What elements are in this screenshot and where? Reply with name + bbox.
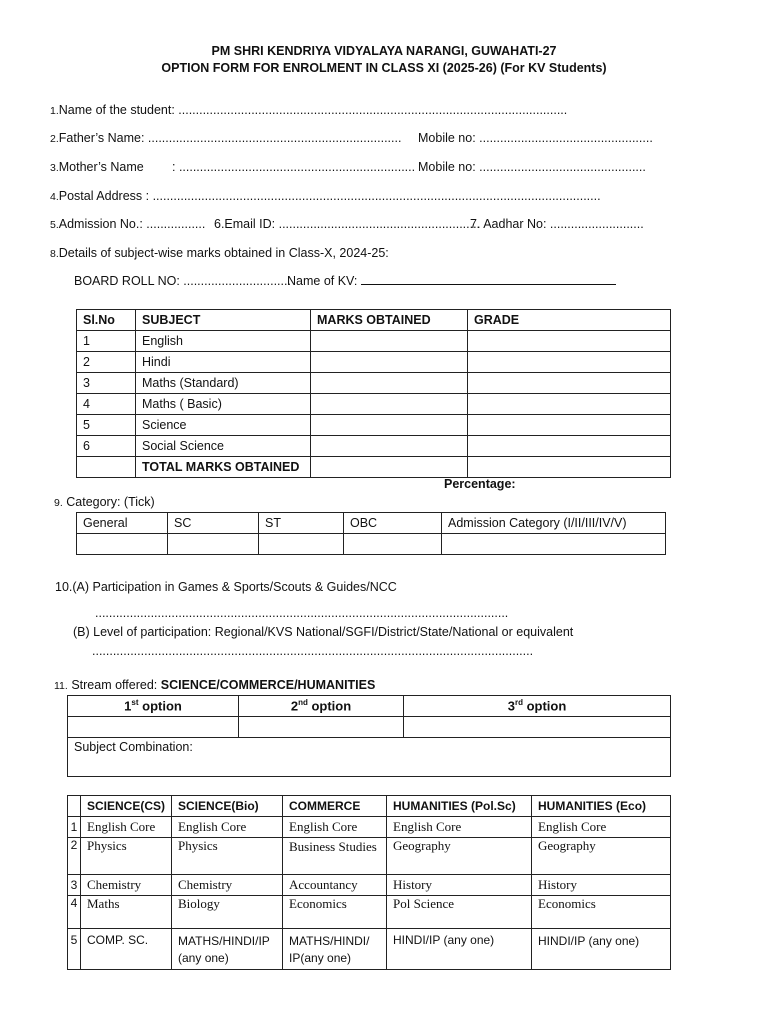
cell: Maths — [81, 896, 172, 929]
cell-subject: Science — [136, 415, 311, 436]
option-3-header — [404, 696, 671, 717]
cell: Biology — [172, 896, 283, 929]
cell: Accountancy — [283, 875, 387, 896]
option-suffix: rd — [514, 698, 523, 708]
cell-grade[interactable] — [468, 394, 671, 415]
cell: HINDI/IP (any one) — [532, 929, 671, 970]
category-heading — [54, 495, 155, 509]
cell: English Core — [532, 817, 671, 838]
field-admission-no[interactable] — [50, 217, 205, 231]
subject-combination-label: Subject Combination: — [74, 740, 193, 754]
field-label: Admission No.: ................. — [58, 217, 206, 231]
category-table — [76, 512, 666, 555]
table-row — [77, 352, 671, 373]
option-suffix: st — [131, 698, 139, 708]
percentage-label: Percentage: — [444, 477, 516, 491]
cell: Physics — [172, 838, 283, 875]
field-number: 8. — [50, 248, 59, 260]
stream-offered — [54, 678, 375, 692]
category-general: General — [77, 513, 168, 534]
cell: Physics — [81, 838, 172, 875]
form-title: OPTION FORM FOR ENROLMENT IN CLASS XI (2025-26) (For KV Students) — [161, 61, 607, 75]
option-1-header — [68, 696, 239, 717]
cell: HINDI/IP (any one) — [387, 929, 532, 970]
stream-values: SCIENCE/COMMERCE/HUMANITIES — [160, 678, 376, 692]
col-header: MARKS OBTAINED — [311, 310, 468, 331]
cell: Pol Science — [387, 896, 532, 929]
field-number: 11. — [54, 680, 68, 692]
field-aadhar[interactable]: 7. Aadhar No: ........................... — [470, 217, 644, 231]
cell-total-grade[interactable] — [468, 457, 671, 478]
tick-general[interactable] — [77, 534, 168, 555]
cell: COMP. SC. — [81, 929, 172, 970]
participation-level: (B) Level of participation: Regional/KVS National/SGFI/District/State/National or equivalent — [73, 625, 574, 639]
cell-subject: English — [136, 331, 311, 352]
table-row — [77, 415, 671, 436]
field-father-mobile[interactable]: Mobile no: .................................................. — [418, 131, 653, 145]
col-header-index — [68, 796, 81, 817]
table-row — [77, 373, 671, 394]
category-st: ST — [259, 513, 344, 534]
option-table — [67, 695, 671, 777]
option-number: 2 — [290, 698, 299, 714]
tick-sc[interactable] — [168, 534, 259, 555]
cell-grade[interactable] — [468, 331, 671, 352]
cell-grade[interactable] — [468, 352, 671, 373]
col-header: COMMERCE — [283, 796, 387, 817]
marks-table — [76, 309, 671, 478]
cell-sl: 1 — [77, 331, 136, 352]
cell-empty — [77, 457, 136, 478]
subject-combination[interactable] — [68, 738, 671, 777]
marks-details-heading — [50, 246, 389, 260]
option-word: option — [522, 698, 567, 714]
option-2-input[interactable] — [239, 717, 404, 738]
row-index: 4 — [68, 896, 81, 929]
category-admission: Admission Category (I/II/III/IV/V) — [442, 513, 666, 534]
col-header: SCIENCE(Bio) — [172, 796, 283, 817]
cell-total-marks[interactable] — [311, 457, 468, 478]
tick-obc[interactable] — [344, 534, 442, 555]
table-row — [77, 394, 671, 415]
cell-sl: 6 — [77, 436, 136, 457]
cell: English Core — [172, 817, 283, 838]
field-board-roll[interactable]: BOARD ROLL NO: ............................... — [74, 274, 291, 288]
streams-table — [67, 795, 671, 970]
underline — [361, 274, 616, 285]
field-mother-name-line[interactable]: : .................................................................... — [172, 160, 416, 174]
table-row — [77, 331, 671, 352]
cell: Chemistry — [172, 875, 283, 896]
sports-participation-line[interactable]: ....................................................................................................................... — [95, 606, 509, 620]
option-word: option — [138, 698, 182, 714]
tick-admission[interactable] — [442, 534, 666, 555]
cell-marks[interactable] — [311, 352, 468, 373]
table-row — [68, 817, 671, 838]
field-label: Name of the student: ................................................................................................................ — [58, 103, 568, 117]
field-number: 1. — [50, 105, 59, 117]
table-row-total — [77, 457, 671, 478]
option-3-input[interactable] — [404, 717, 671, 738]
cell: Geography — [387, 838, 532, 875]
participation-level-line[interactable]: ............................................................................................................................... — [92, 644, 534, 658]
cell: MATHS/HINDI/IP (any one) — [172, 929, 283, 970]
cell-grade[interactable] — [468, 436, 671, 457]
option-number: 3 — [507, 698, 515, 714]
cell-subject: Social Science — [136, 436, 311, 457]
field-label: Postal Address : ................................................................................................................................. — [58, 189, 601, 203]
col-header: HUMANITIES (Eco) — [532, 796, 671, 817]
cell-marks[interactable] — [311, 373, 468, 394]
cell-sl: 2 — [77, 352, 136, 373]
cell-sl: 5 — [77, 415, 136, 436]
row-index: 5 — [68, 929, 81, 970]
option-2-header — [239, 696, 404, 717]
field-label: Stream offered: — [71, 678, 158, 692]
field-number: 5. — [50, 219, 59, 231]
cell-sl: 4 — [77, 394, 136, 415]
field-kv-name[interactable] — [287, 274, 616, 288]
cell-grade[interactable] — [468, 373, 671, 394]
col-header: GRADE — [468, 310, 671, 331]
row-index: 3 — [68, 875, 81, 896]
option-suffix: nd — [298, 698, 308, 708]
field-number: 3. — [50, 162, 59, 174]
table-row — [68, 896, 671, 929]
tick-st[interactable] — [259, 534, 344, 555]
field-number: 9. — [54, 497, 63, 509]
cell: History — [532, 875, 671, 896]
cell-subject: Maths ( Basic) — [136, 394, 311, 415]
cell-marks[interactable] — [311, 436, 468, 457]
option-1-input[interactable] — [68, 717, 239, 738]
field-student-name[interactable] — [50, 103, 567, 117]
category-sc: SC — [168, 513, 259, 534]
cell: Economics — [532, 896, 671, 929]
school-name: PM SHRI KENDRIYA VIDYALAYA NARANGI, GUWAHATI-27 — [211, 44, 557, 58]
cell-grade[interactable] — [468, 415, 671, 436]
col-header: HUMANITIES (Pol.Sc) — [387, 796, 532, 817]
field-postal-address[interactable] — [50, 189, 601, 203]
field-email[interactable]: 6.Email ID: .......................................................... — [214, 217, 481, 231]
col-header: SCIENCE(CS) — [81, 796, 172, 817]
total-label: TOTAL MARKS OBTAINED — [136, 457, 311, 478]
field-number: 2. — [50, 133, 59, 145]
field-mother-mobile[interactable]: Mobile no: ................................................ — [418, 160, 646, 174]
cell: Chemistry — [81, 875, 172, 896]
table-row — [77, 436, 671, 457]
cell: English Core — [283, 817, 387, 838]
cell: History — [387, 875, 532, 896]
cell-marks[interactable] — [311, 415, 468, 436]
cell: English Core — [387, 817, 532, 838]
field-father-name[interactable] — [50, 131, 401, 145]
cell: MATHS/HINDI/ IP(any one) — [283, 929, 387, 970]
field-number: 4. — [50, 191, 59, 203]
field-label: Details of subject-wise marks obtained in Class-X, 2024-25: — [58, 246, 389, 260]
field-mother-name[interactable] — [50, 160, 144, 174]
cell: English Core — [81, 817, 172, 838]
field-label: Father’s Name: ......................................................................... — [58, 131, 402, 145]
cell: Business Studies — [283, 838, 387, 875]
row-index: 2 — [68, 838, 81, 875]
option-word: option — [307, 698, 352, 714]
cell: Economics — [283, 896, 387, 929]
col-header: SUBJECT — [136, 310, 311, 331]
sports-participation: 10.(A) Participation in Games & Sports/Scouts & Guides/NCC — [55, 580, 397, 594]
cell-marks[interactable] — [311, 394, 468, 415]
table-row — [68, 875, 671, 896]
option-number: 1 — [124, 698, 132, 714]
field-label: Name of KV: — [287, 274, 358, 288]
cell-marks[interactable] — [311, 331, 468, 352]
field-label: Mother’s Name — [58, 160, 144, 174]
cell: Geography — [532, 838, 671, 875]
cell-subject: Hindi — [136, 352, 311, 373]
category-obc: OBC — [344, 513, 442, 534]
cell-sl: 3 — [77, 373, 136, 394]
row-index: 1 — [68, 817, 81, 838]
col-header: Sl.No — [77, 310, 136, 331]
field-label: Category: (Tick) — [66, 495, 155, 509]
cell-subject: Maths (Standard) — [136, 373, 311, 394]
table-row — [68, 929, 671, 970]
table-row — [68, 838, 671, 875]
